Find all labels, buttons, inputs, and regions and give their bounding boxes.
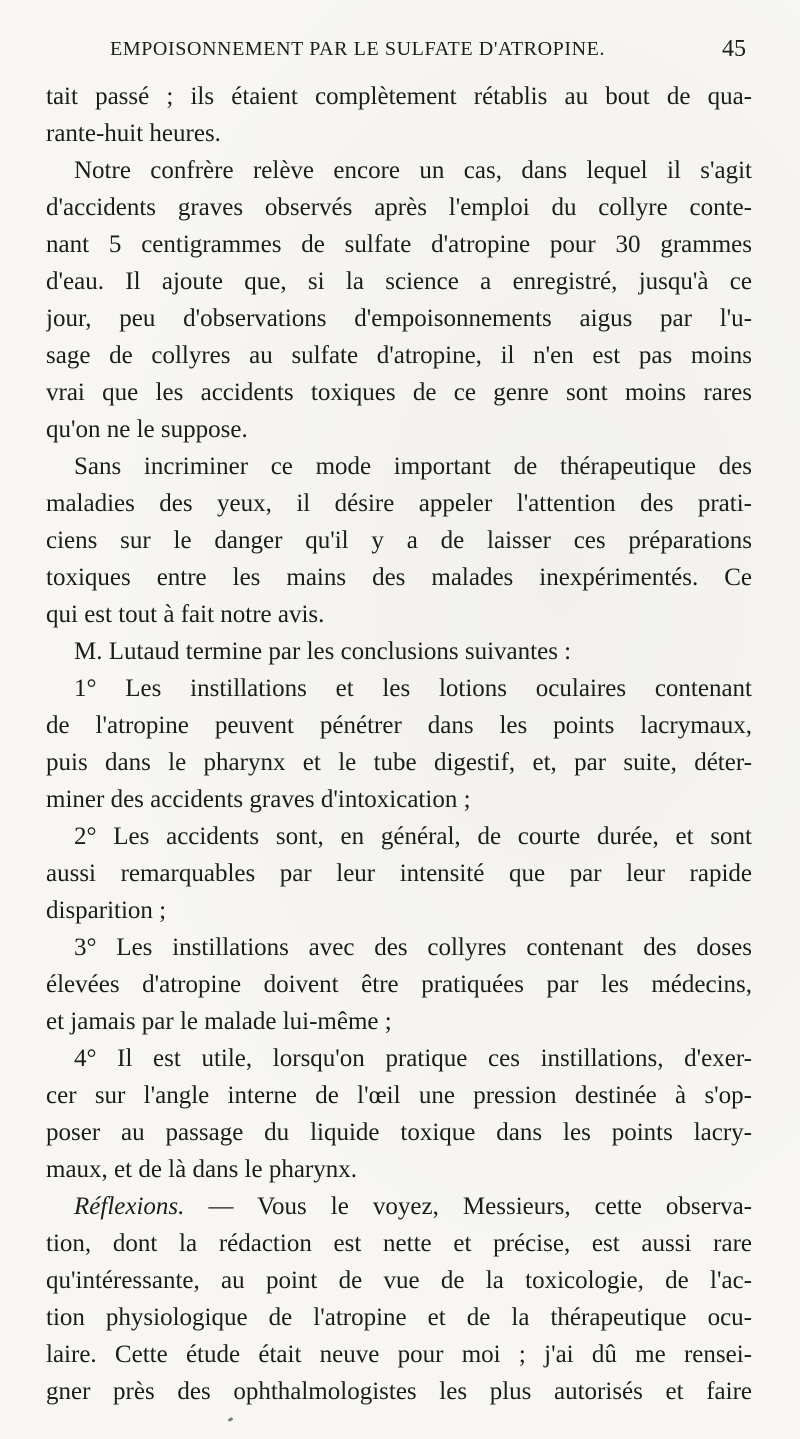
reflexions-label: Réflexions. (74, 1193, 185, 1220)
text-line-reflexions (46, 1188, 752, 1225)
text-line: maux, et de là dans le pharynx. (46, 1156, 358, 1183)
text-line: nant 5 centigrammes de sulfate d'atropine pour 30 grammes (46, 231, 752, 258)
text-line: jour, peu d'observations d'empoisonnements aigus par l'u- (46, 305, 752, 332)
text-line: M. Lutaud termine par les conclusions suivantes : (74, 638, 572, 665)
text-line: qu'intéressante, au point de vue de la toxicologie, de l'ac- (46, 1267, 752, 1294)
text-line: aussi remarquables par leur intensité que par leur rapide (46, 860, 752, 887)
text-line: 4° Il est utile, lorsqu'on pratique ces instillations, d'exer- (74, 1045, 752, 1072)
text-line: laire. Cette étude était neuve pour moi ; j'ai dû me rensei- (46, 1341, 752, 1368)
reflexions-text: — Vous le voyez, Messieurs, cette observa- (208, 1193, 752, 1220)
text-line: 1° Les instillations et les lotions oculaires contenant (74, 675, 752, 702)
text-line: 2° Les accidents sont, en général, de courte durée, et sont (74, 823, 752, 850)
text-line: miner des accidents graves d'intoxication ; (46, 786, 471, 813)
running-head (110, 38, 750, 68)
text-line: rante-huit heures. (46, 120, 221, 147)
text-line: puis dans le pharynx et le tube digestif, et, par suite, déter- (46, 749, 752, 776)
text-line: cer sur l'angle interne de l'œil une pression destinée à s'op- (46, 1082, 752, 1109)
paper-speck (228, 1417, 234, 1422)
text-line: qu'on ne le suppose. (46, 416, 248, 443)
text-line: poser au passage du liquide toxique dans les points lacry- (46, 1119, 752, 1146)
text-line: de l'atropine peuvent pénétrer dans les points lacrymaux, (46, 712, 752, 739)
text-line: ciens sur le danger qu'il y a de laisser ces préparations (46, 527, 752, 554)
text-line: 3° Les instillations avec des collyres contenant des doses (74, 934, 752, 961)
text-line: gner près des ophthalmologistes les plus autorisés et faire (46, 1378, 752, 1405)
text-line: vrai que les accidents toxiques de ce genre sont moins rares (46, 379, 752, 406)
text-line: maladies des yeux, il désire appeler l'attention des prati- (46, 490, 752, 517)
text-line: d'accidents graves observés après l'emploi du collyre conte- (46, 194, 752, 221)
body-text (46, 78, 752, 1410)
text-line: d'eau. Il ajoute que, si la science a enregistré, jusqu'à ce (46, 268, 752, 295)
text-line: tait passé ; ils étaient complètement rétablis au bout de qua- (46, 83, 752, 110)
text-line: Notre confrère relève encore un cas, dans lequel il s'agit (74, 157, 752, 184)
text-line: disparition ; (46, 897, 167, 924)
text-line: Sans incriminer ce mode important de thérapeutique des (74, 453, 752, 480)
text-line: élevées d'atropine doivent être pratiquées par les médecins, (46, 971, 752, 998)
text-line: et jamais par le malade lui-même ; (46, 1008, 392, 1035)
text-line: tion, dont la rédaction est nette et précise, est aussi rare (46, 1230, 752, 1257)
text-line: tion physiologique de l'atropine et de la thérapeutique ocu- (46, 1304, 752, 1331)
text-line: sage de collyres au sulfate d'atropine, il n'en est pas moins (46, 342, 752, 369)
text-line: toxiques entre les mains des malades inexpérimentés. Ce (46, 564, 752, 591)
page-number: 45 (722, 36, 746, 62)
running-title: EMPOISONNEMENT PAR LE SULFATE D'ATROPINE. (110, 38, 606, 60)
text-line: qui est tout à fait notre avis. (46, 601, 325, 628)
